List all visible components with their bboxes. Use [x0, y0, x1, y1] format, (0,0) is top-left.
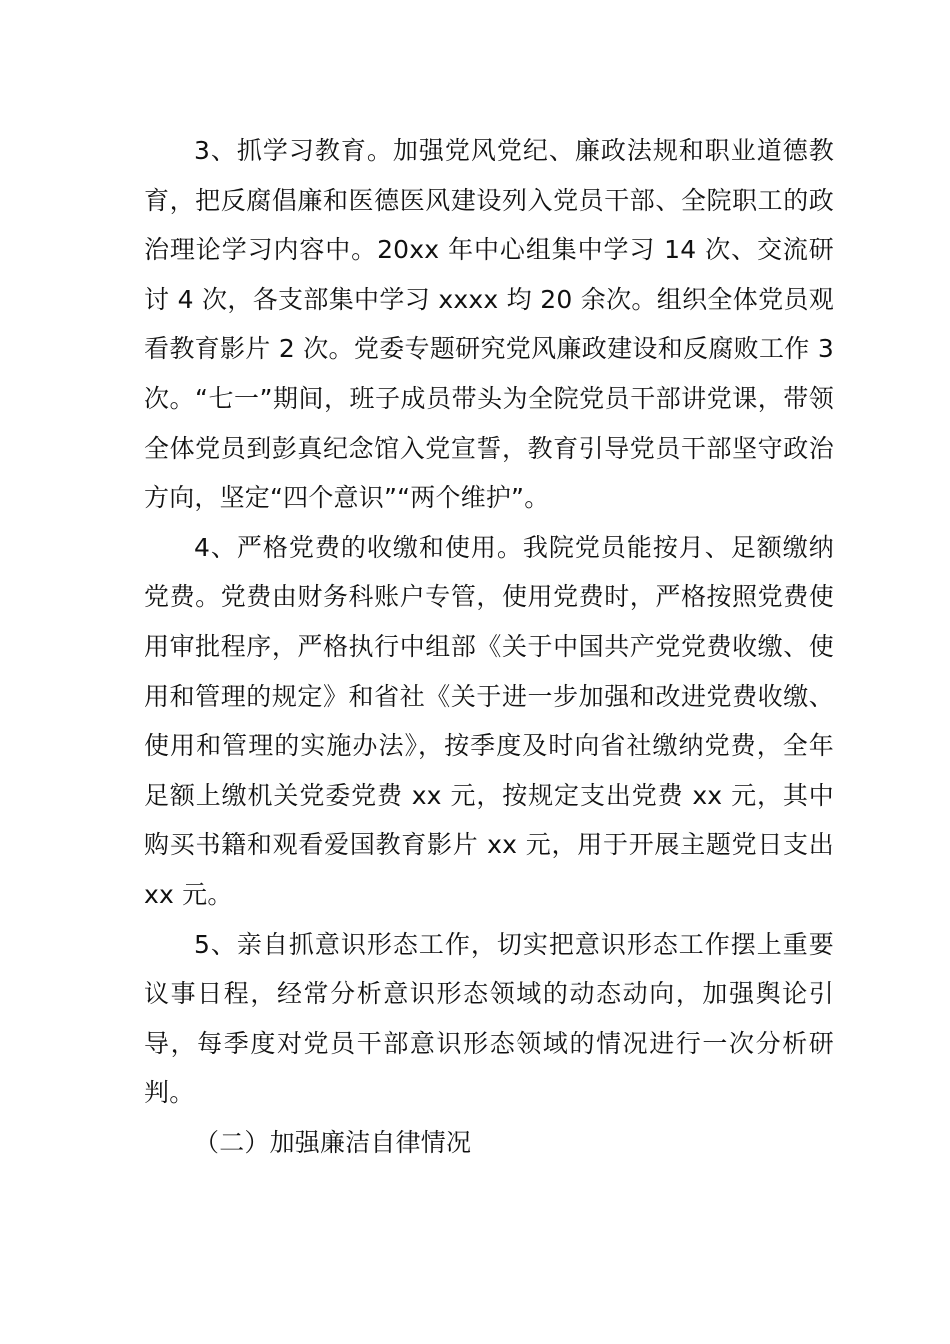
paragraph-study-education: 3、抓学习教育。加强党风党纪、廉政法规和职业道德教育，把反腐倡廉和医德医风建设列入党员干部、全院职工的政治理论学习内容中。20xx 年中心组集中学习 14 次、交流研讨 4 次，各支部集中学习 xxxx 均 20 余次。组织全体党员观看教育影片 2 次。党委专题研究党风廉政建设和反腐败工作 3 次。“七一”期间，班子成员带头为全院党员干部讲党课，带领全体党员到彭真纪念馆入党宣誓，教育引导党员干部坚守政治方向，坚定“四个意识”“两个维护”。 [144, 136, 834, 513]
paragraph-party-dues: 4、严格党费的收缴和使用。我院党员能按月、足额缴纳党费。党费由财务科账户专管，使用党费时，严格按照党费使用审批程序，严格执行中组部《关于中国共产党党费收缴、使用和管理的规定》和省社《关于进一步加强和改进党费收缴、使用和管理的实施办法》，按季度及时向省社缴纳党费，全年足额上缴机关党委党费 xx 元，按规定支出党费 xx 元，其中购买书籍和观看爱国教育影片 xx 元，用于开展主题党日支出 xx 元。 [144, 532, 834, 909]
document-body [144, 126, 834, 1167]
paragraph-ideology-work: 5、亲自抓意识形态工作，切实把意识形态工作摆上重要议事日程，经常分析意识形态领域的动态动向，加强舆论引导，每季度对党员干部意识形态领域的情况进行一次分析研判。 [144, 929, 834, 1108]
section-heading: （二）加强廉洁自律情况 [194, 1127, 472, 1157]
